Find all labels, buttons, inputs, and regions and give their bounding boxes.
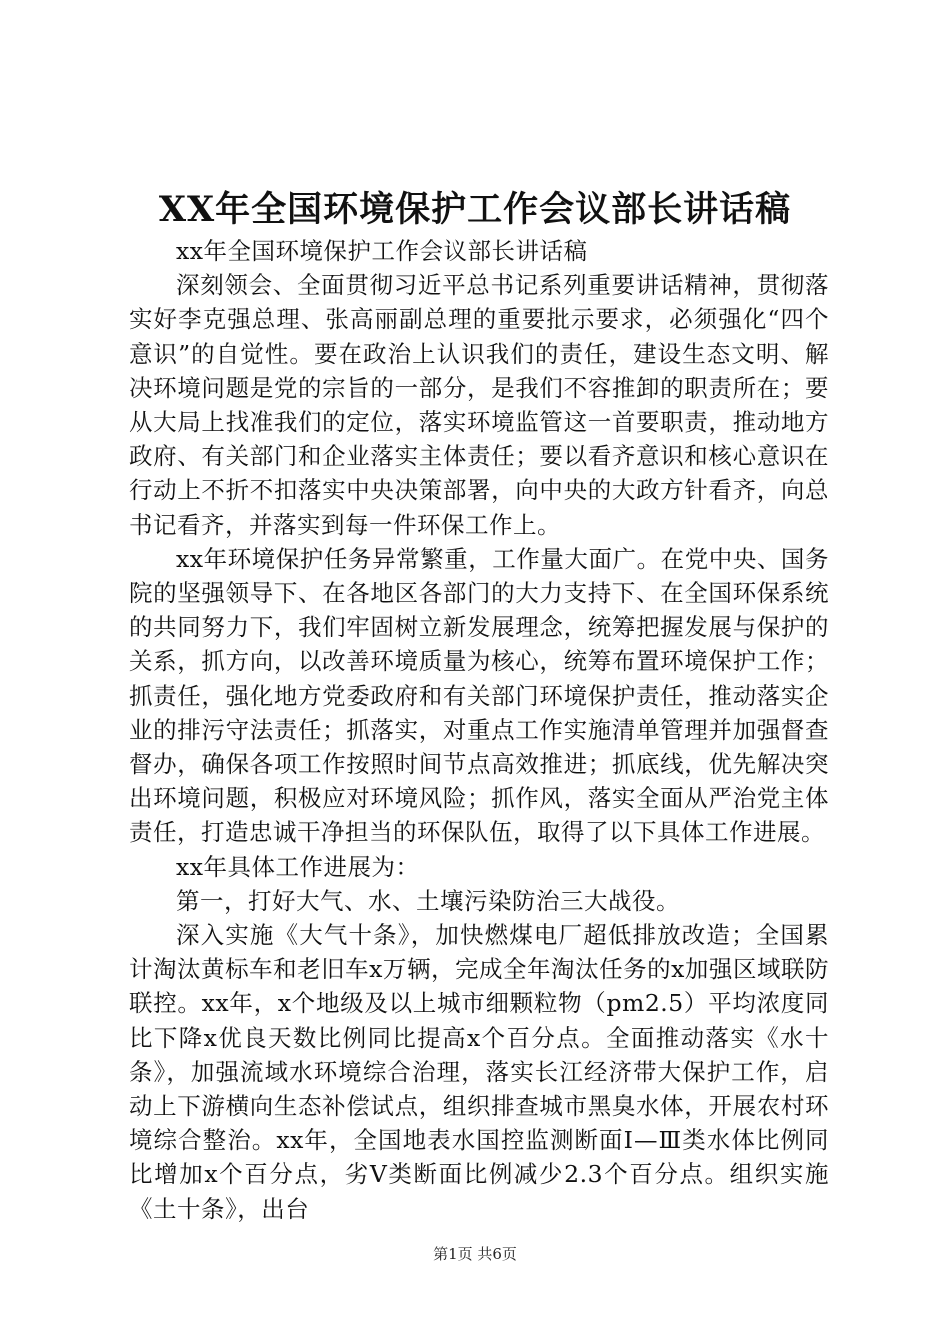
paragraph-first-point: 第一，打好大气、水、土壤污染防治三大战役。	[176, 886, 680, 915]
document-title: XX年全国环境保护工作会议部长讲话稿	[158, 189, 792, 230]
paragraph-spirit: 深刻领会、全面贯彻习近平总书记系列重要讲话精神，贯彻落实好李克强总理、张高丽副总理的重要批示要求，必须强化“四个意识”的自觉性。要在政治上认识我们的责任，建设生态文明、解决环境问题是党的宗旨的一部分，是我们不容推卸的职责所在；要从大局上找准我们的定位，落实环境监管这一首要职责，推动地方政府、有关部门和企业落实主体责任；要以看齐意识和核心意识在行动上不折不扣落实中央决策部署，向中央的大政方针看齐，向总书记看齐，并落实到每一件环保工作上。	[129, 271, 829, 539]
paragraph-pollution-details: 深入实施《大气十条》，加快燃煤电厂超低排放改造；全国累计淘汰黄标车和老旧车x万辆，完成全年淘汰任务的x加强区域联防联控。xx年，x个地级及以上城市细颗粒物（pm2.5）平均浓度同比下降x优良天数比例同比提高x个百分点。全面推动落实《水十条》，加强流域水环境综合治理，落实长江经济带大保护工作，启动上下游横向生态补偿试点，组织排查城市黑臭水体，开展农村环境综合整治。xx年，全国地表水国控监测断面Ⅰ—Ⅲ类水体比例同比增加x个百分点，劣Ⅴ类断面比例减少2.3个百分点。组织实施《土十条》，出台	[129, 921, 829, 1223]
paragraph-overview: xx年环境保护任务异常繁重，工作量大面广。在党中央、国务院的坚强领导下、在各地区各部门的大力支持下、在全国环保系统的共同努力下，我们牢固树立新发展理念，统筹把握发展与保护的关系，抓方向，以改善环境质量为核心，统筹布置环境保护工作；抓责任，强化地方党委政府和有关部门环境保护责任，推动落实企业的排污守法责任；抓落实，对重点工作实施清单管理并加强督查督办，确保各项工作按照时间节点高效推进；抓底线，优先解决突出环境问题，积极应对环境风险；抓作风，落实全面从严治党主体责任，打造忠诚干净担当的环保队伍，取得了以下具体工作进展。	[129, 544, 829, 847]
paragraph-subtitle: xx年全国环境保护工作会议部长讲话稿	[176, 237, 588, 265]
document-body	[129, 234, 829, 1226]
page-footer: 第1页 共6页	[433, 1245, 517, 1263]
paragraph-progress-heading: xx年具体工作进展为：	[176, 852, 420, 881]
